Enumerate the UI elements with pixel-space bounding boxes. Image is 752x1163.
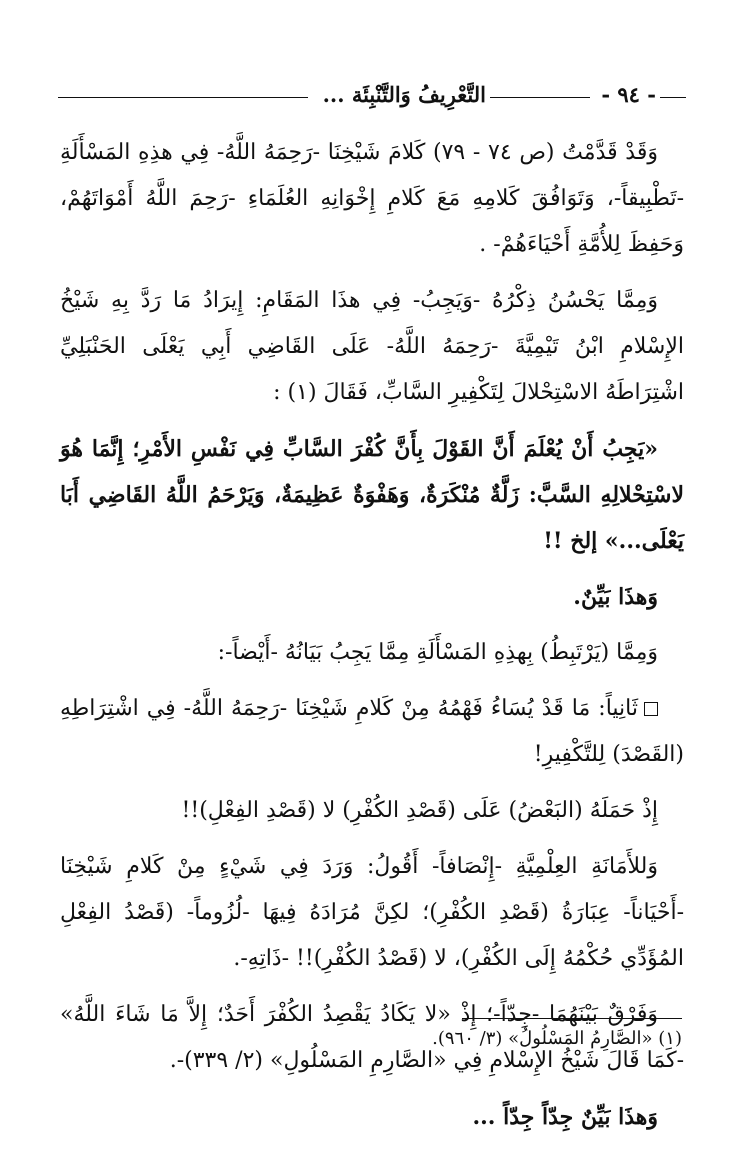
paragraph: وَفَرْقٌ بَيْنَهُمَا -جِدّاً-؛ إِذْ «لا يَكَادُ يَقْصِدُ الكُفْرَ أَحَدٌ؛ إِلاَّ مَا شَاءَ اللَّهُ» -كَمَا قَالَ شَيْخُ الإِسْلامِ فِي «الصَّارِمِ المَسْلُولِ» (٢/ ٣٣٩)-. [60, 1002, 684, 1073]
paragraph: وَقَدْ قَدَّمْتُ (ص ٧٤ - ٧٩) كَلامَ شَيْخِنَا -رَحِمَهُ اللَّهُ- فِي هذِهِ المَسْأَلَةِ -تَطْبِيقاً-، وَتَوَافُقَ كَلامِهِ مَعَ كَلامِ إِخْوَانِهِ العُلَمَاءِ -رَحِمَ اللَّهُ أَمْوَاتَهُمْ، وَحَفِظَ لِلأُمَّةِ أَحْيَاءَهُمْ- . [60, 140, 684, 257]
paragraph: وَهذَا بَيِّنٌ جِدّاً جِدّاً ... [472, 1104, 658, 1130]
paragraph: إِذْ حَمَلَهُ (البَعْضُ) عَلَى (قَصْدِ الكُفْرِ) لا (قَصْدِ الفِعْلِ)!! [181, 798, 658, 823]
running-title: التَّعْرِيفُ وَالتَّنْبِئَة ... [322, 82, 486, 107]
page-number: - ٩٤ - [601, 82, 656, 107]
header-rule [490, 97, 590, 98]
header-rule [660, 97, 686, 98]
header-rule [58, 97, 308, 98]
paragraph: وَمِمَّا (يَرْتَبِطُ) بِهذِهِ المَسْأَلَةِ مِمَّا يَجِبُ بَيَانُهُ -أَيْضاً-: [217, 640, 658, 665]
paragraph: وَهذَا بَيِّنٌ. [573, 584, 658, 610]
page-header [58, 82, 686, 112]
footnote: (١) «الصَّارِمُ المَسْلُولُ» (٣/ ٩٦٠). [432, 1028, 682, 1049]
section-paragraph [60, 686, 684, 778]
footnote-separator [462, 1018, 682, 1019]
paragraph: وَللأَمَانَةِ العِلْمِيَّةِ -إِنْصَافاً- أَقُولُ: وَرَدَ فِي شَيْءٍ مِنْ كَلامِ شَيْخِنَا -أَحْيَاناً- عِبَارَةُ (قَصْدِ الكُفْرِ)؛ لكِنَّ مُرَادَهُ فِيهَا -لُزُوماً- (قَصْدُ الفِعْلِ المُؤَدِّي حُكْمُهُ إِلَى الكُفْرِ)، لا (قَصْدُ الكُفْرِ)!! -ذَاتِهِ-. [60, 854, 684, 971]
main-text [60, 130, 684, 1150]
quotation-paragraph: «يَجِبُ أَنْ يُعْلَمَ أَنَّ القَوْلَ بِأَنَّ كُفْرَ السَّابِّ فِي نَفْسِ الأَمْرِ؛ إِنَّمَا هُوَ لاسْتِحْلالِهِ السَّبَّ: زَلَّةٌ مُنْكَرَةٌ، وَهَفْوَةٌ عَظِيمَةٌ، وَيَرْحَمُ اللَّهُ القَاضِي أَبَا يَعْلَى...» إلخ !! [60, 436, 684, 554]
square-bullet-icon [644, 702, 658, 716]
section-text: ثَانِياً: مَا قَدْ يُسَاءُ فَهْمُهُ مِنْ كَلامِ شَيْخِنَا -رَحِمَهُ اللَّهُ- فِي اشْتِرَاطِهِ (القَصْدَ) لِلتَّكْفِيرِ! [60, 696, 684, 767]
paragraph: وَمِمَّا يَحْسُنُ ذِكْرُهُ -وَيَجِبُ- فِي هذَا المَقَامِ: إِيرَادُ مَا رَدَّ بِهِ شَيْخُ الإِسْلامِ ابْنُ تَيْمِيَّةَ -رَحِمَهُ اللَّهُ- عَلَى القَاضِي أَبِي يَعْلَى الحَنْبَلِيِّ اشْتِرَاطَهُ الاسْتِحْلالَ لِتَكْفِيرِ السَّابِّ، فَقَالَ (١) : [60, 288, 684, 405]
